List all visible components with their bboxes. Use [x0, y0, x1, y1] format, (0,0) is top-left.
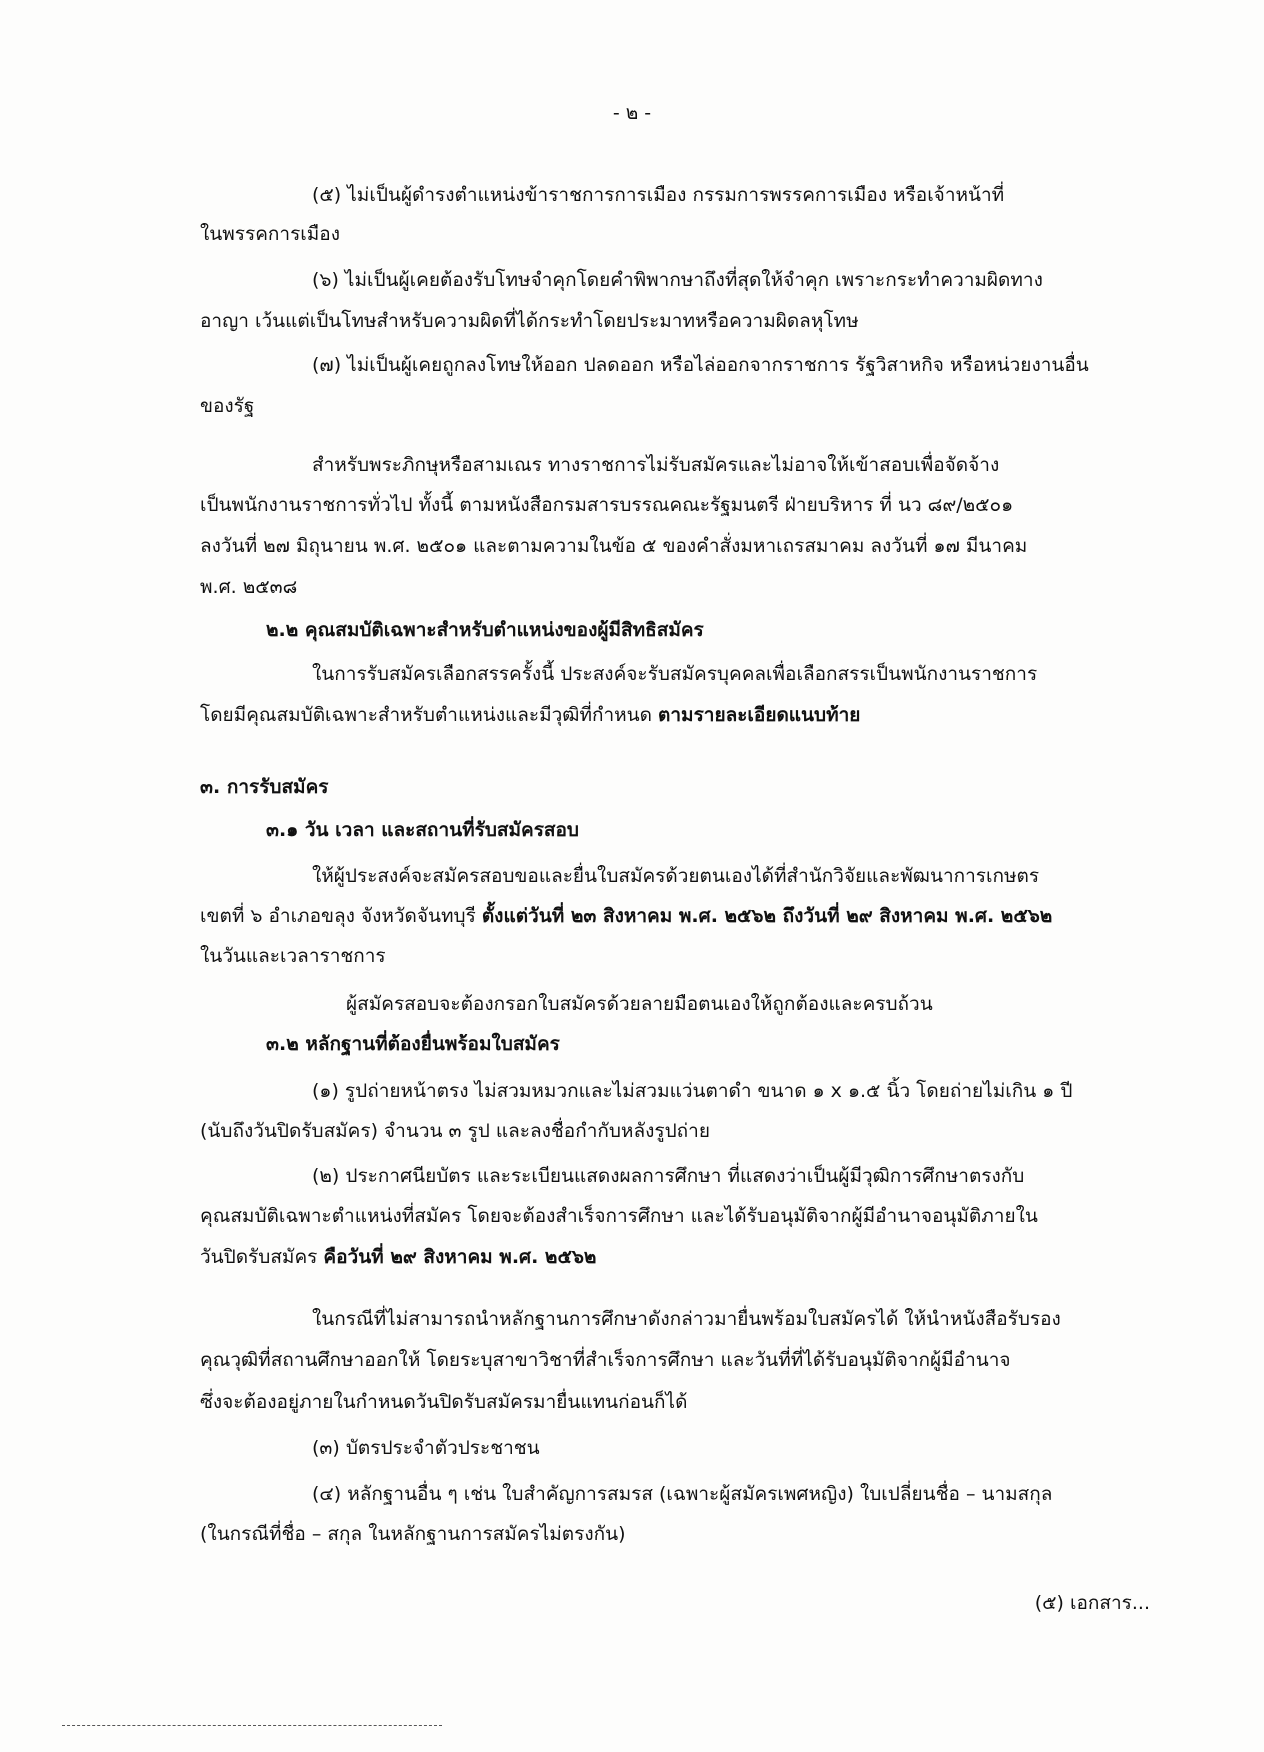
document-4-line-1: (๔) หลักฐานอื่น ๆ เช่น ใบสำคัญการสมรส (เฉพาะผู้สมัครเพศหญิง) ใบเปลี่ยนชื่อ – นามสกุล	[312, 1483, 1053, 1505]
section-3-1-heading: ๓.๑ วัน เวลา และสถานที่รับสมัครสอบ	[266, 819, 579, 841]
section-2-2-line-2	[200, 702, 860, 728]
closing-date: คือวันที่ ๒๙ สิงหาคม พ.ศ. ๒๕๖๒	[323, 1246, 597, 1268]
page-number: - ๒ -	[612, 102, 652, 124]
section-3-1-line-3: ในวันและเวลาราชการ	[200, 945, 386, 967]
qualification-6-line-1: (๖) ไม่เป็นผู้เคยต้องรับโทษจำคุกโดยคำพิพากษาถึงที่สุดให้จำคุก เพราะกระทำความผิดทาง	[312, 269, 1043, 291]
document-2-line-1: (๒) ประกาศนียบัตร และระเบียนแสดงผลการศึกษา ที่แสดงว่าเป็นผู้มีวุฒิการศึกษาตรงกับ	[312, 1165, 1025, 1187]
continuation-marker: (๕) เอกสาร...	[1034, 1592, 1150, 1614]
section-2-2-text: โดยมีคุณสมบัติเฉพาะสำหรับตำแหน่งและมีวุฒิที่กำหนด	[200, 704, 659, 726]
section-3-heading: ๓. การรับสมัคร	[200, 776, 329, 798]
qualification-5-line-2: ในพรรคการเมือง	[200, 223, 340, 245]
document-2-line-3	[200, 1244, 596, 1270]
application-location: เขตที่ ๖ อำเภอขลุง จังหวัดจันทบุรี	[200, 905, 482, 927]
closing-date-label: วันปิดรับสมัคร	[200, 1246, 324, 1268]
monk-paragraph-line-1: สำหรับพระภิกษุหรือสามเณร ทางราชการไม่รับสมัครและไม่อาจให้เข้าสอบเพื่อจัดจ้าง	[312, 454, 1000, 476]
section-3-1-line-1: ให้ผู้ประสงค์จะสมัครสอบขอและยื่นใบสมัครด้วยตนเองได้ที่สำนักวิจัยและพัฒนาการเกษตร	[312, 865, 1040, 887]
certificate-paragraph-line-3: ซึ่งจะต้องอยู่ภายในกำหนดวันปิดรับสมัครมายื่นแทนก่อนก็ได้	[200, 1391, 688, 1413]
footer-rule	[62, 1725, 442, 1726]
document-3: (๓) บัตรประจำตัวประชาชน	[312, 1437, 540, 1459]
monk-paragraph-line-3: ลงวันที่ ๒๗ มิถุนายน พ.ศ. ๒๕๐๑ และตามความในข้อ ๕ ของคำสั่งมหาเถรสมาคม ลงวันที่ ๑๗ มีนาคม	[200, 535, 1028, 557]
monk-paragraph-line-4: พ.ศ. ๒๕๓๘	[200, 576, 298, 598]
application-dates: ตั้งแต่วันที่ ๒๓ สิงหาคม พ.ศ. ๒๕๖๒ ถึงวันที่ ๒๙ สิงหาคม พ.ศ. ๒๕๖๒	[481, 905, 1053, 927]
section-3-1-line-2	[200, 903, 1052, 929]
section-3-2-heading: ๓.๒ หลักฐานที่ต้องยื่นพร้อมใบสมัคร	[266, 1033, 560, 1055]
monk-paragraph-line-2: เป็นพนักงานราชการทั่วไป ทั้งนี้ ตามหนังสือกรมสารบรรณคณะรัฐมนตรี ฝ่ายบริหาร ที่ นว ๘๙/๒๕๐๑	[200, 494, 1014, 516]
handwriting-requirement: ผู้สมัครสอบจะต้องกรอกใบสมัครด้วยลายมือตนเองให้ถูกต้องและครบถ้วน	[346, 993, 933, 1015]
qualification-6-line-2: อาญา เว้นแต่เป็นโทษสำหรับความผิดที่ได้กระทำโดยประมาทหรือความผิดลหุโทษ	[200, 310, 859, 332]
attachment-reference: ตามรายละเอียดแนบท้าย	[658, 704, 861, 726]
section-2-2-heading: ๒.๒ คุณสมบัติเฉพาะสำหรับตำแหน่งของผู้มีสิทธิสมัคร	[266, 619, 704, 641]
section-2-2-line-1: ในการรับสมัครเลือกสรรครั้งนี้ ประสงค์จะรับสมัครบุคคลเพื่อเลือกสรรเป็นพนักงานราชการ	[312, 663, 1038, 685]
certificate-paragraph-line-2: คุณวุฒิที่สถานศึกษาออกให้ โดยระบุสาขาวิชาที่สำเร็จการศึกษา และวันที่ที่ได้รับอนุมัติจากผู้มีอำนาจ	[200, 1349, 1011, 1371]
qualification-7-line-2: ของรัฐ	[200, 395, 255, 417]
qualification-5-line-1: (๕) ไม่เป็นผู้ดำรงตำแหน่งข้าราชการการเมือง กรรมการพรรคการเมือง หรือเจ้าหน้าที่	[312, 184, 1005, 206]
qualification-7-line-1: (๗) ไม่เป็นผู้เคยถูกลงโทษให้ออก ปลดออก หรือไล่ออกจากราชการ รัฐวิสาหกิจ หรือหน่วยงานอื่น	[312, 354, 1089, 376]
document-1-line-2: (นับถึงวันปิดรับสมัคร) จำนวน ๓ รูป และลงชื่อกำกับหลังรูปถ่าย	[200, 1120, 710, 1142]
certificate-paragraph-line-1: ในกรณีที่ไม่สามารถนำหลักฐานการศึกษาดังกล่าวมายื่นพร้อมใบสมัครได้ ให้นำหนังสือรับรอง	[312, 1308, 1061, 1330]
document-1-line-1: (๑) รูปถ่ายหน้าตรง ไม่สวมหมวกและไม่สวมแว่นตาดำ ขนาด ๑ x ๑.๕ นิ้ว โดยถ่ายไม่เกิน ๑ ปี	[312, 1080, 1073, 1102]
document-4-line-2: (ในกรณีที่ชื่อ – สกุล ในหลักฐานการสมัครไม่ตรงกัน)	[200, 1523, 626, 1545]
document-2-line-2: คุณสมบัติเฉพาะตำแหน่งที่สมัคร โดยจะต้องสำเร็จการศึกษา และได้รับอนุมัติจากผู้มีอำนาจอนุมัติภายใน	[200, 1205, 1038, 1227]
